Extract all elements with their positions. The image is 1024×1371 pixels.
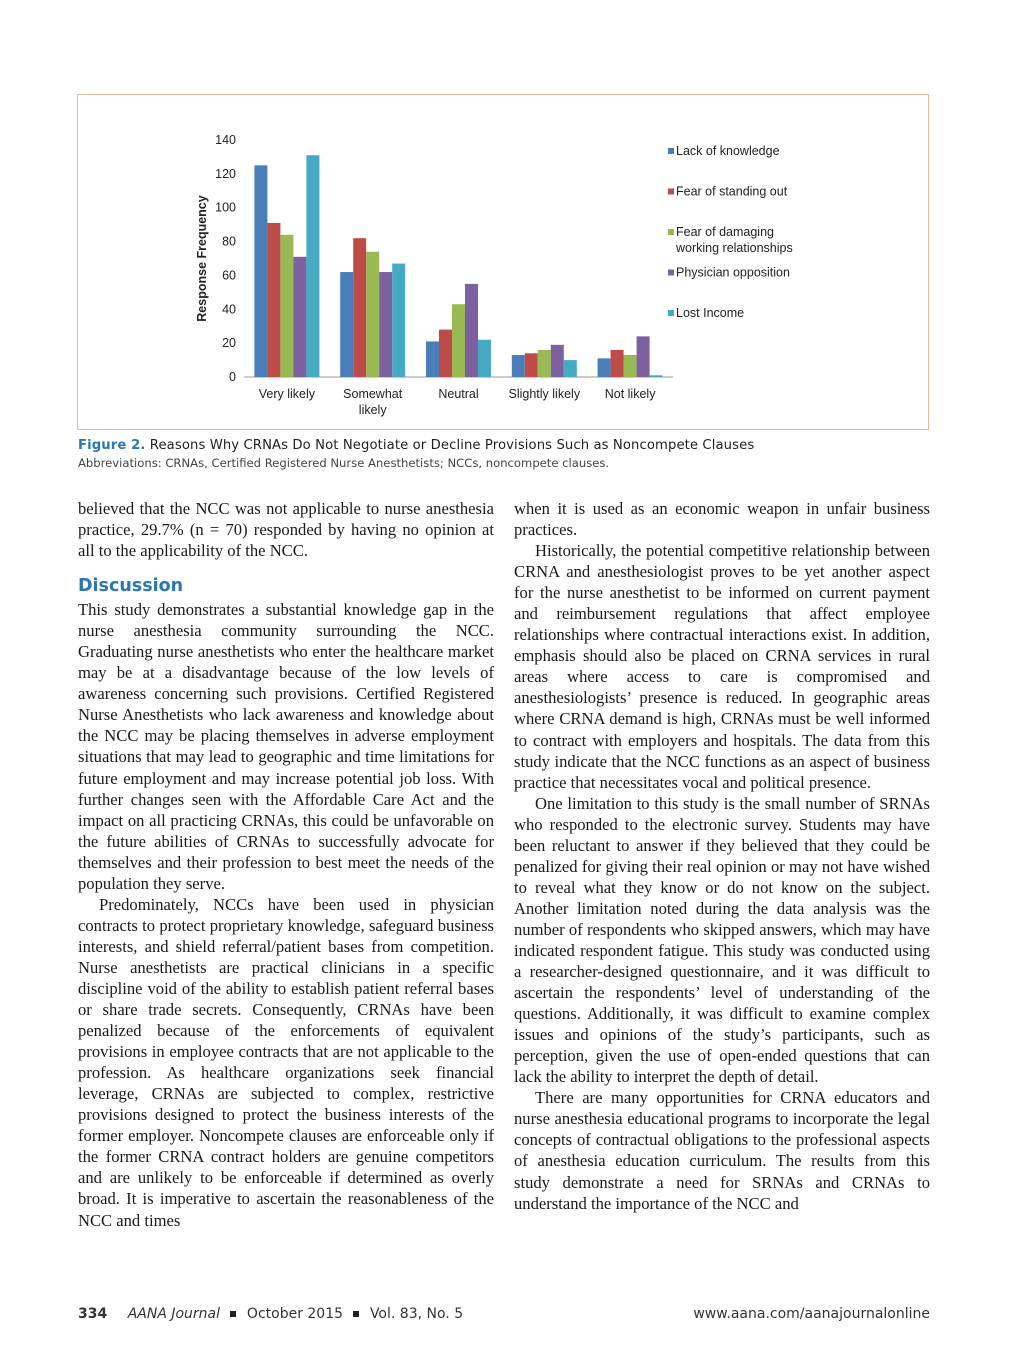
legend-label: Fear of damaging bbox=[676, 225, 774, 239]
bar bbox=[379, 272, 392, 377]
section-heading-discussion: Discussion bbox=[78, 576, 184, 597]
bar bbox=[306, 155, 319, 377]
bar bbox=[611, 350, 624, 377]
bar bbox=[254, 165, 267, 377]
left-column bbox=[78, 498, 494, 1231]
x-tick-label: Not likely bbox=[604, 387, 656, 401]
figure-title-line bbox=[78, 438, 938, 453]
bar bbox=[340, 272, 353, 377]
separator-square bbox=[353, 1311, 359, 1317]
paragraph: when it is used as an economic weapon in unfair business practices. bbox=[514, 499, 930, 540]
bar bbox=[267, 223, 280, 377]
volume-number: Vol. 83, No. 5 bbox=[369, 1306, 464, 1322]
bar bbox=[353, 238, 366, 377]
x-tick-label: Very likely bbox=[258, 387, 316, 401]
paragraph: One limitation to this study is the small number of SRNAs who responded to the electronic survey. Students may have been reluctant to answer if they believed that they could be penalized for giving their real opinion or may not have wished to reveal what they know or do not know on the subject. Another limitation noted during the data analysis was the number of respondents who skipped answers, which may have indicated respondent fatigue. This study was conducted using a researcher-designed questionnaire, and it was difficult to ascertain the respondents’ level of understanding of the questions. Additionally, it was difficult to examine complex issues and opinions of the study’s participants, such as perception, given the use of open-ended questions that can lack the ability to interpret the depth of detail. bbox=[514, 793, 930, 1087]
journal-url: www.aana.com/aanajournalonline bbox=[693, 1306, 930, 1322]
figure-title: Reasons Why CRNAs Do Not Negotiate or Decline Provisions Such as Noncompete Clauses bbox=[149, 438, 755, 453]
legend-label: Fear of standing out bbox=[676, 184, 788, 199]
legend-swatch bbox=[668, 189, 674, 195]
y-tick-label: 140 bbox=[215, 133, 236, 147]
y-tick-label: 120 bbox=[215, 166, 236, 181]
legend-label: working relationships bbox=[676, 241, 793, 255]
bar bbox=[478, 340, 491, 377]
x-tick-label: likely bbox=[358, 403, 387, 417]
bar bbox=[650, 375, 663, 377]
legend-label: Lack of knowledge bbox=[676, 144, 780, 158]
paragraph: believed that the NCC was not applicable to nurse anesthesia practice, 29.7% (n = 70) responded by having no opinion at all to the applicability of the NCC. bbox=[78, 499, 494, 561]
x-tick-label: Neutral bbox=[438, 387, 479, 401]
bar bbox=[564, 360, 577, 377]
figure-box bbox=[77, 94, 929, 430]
figure-caption bbox=[78, 438, 938, 470]
y-tick-label: 80 bbox=[222, 234, 236, 249]
figure-label: Figure 2. bbox=[78, 438, 146, 453]
bar bbox=[439, 330, 452, 377]
paragraph: There are many opportunities for CRNA educators and nurse anesthesia educational programs to incorporate the legal concepts of contractual obligations to the professional aspects of anesthesia education curriculum. The results from this study demonstrate a need for SRNAs and CRNAs to understand the importance of the NCC and bbox=[514, 1088, 930, 1213]
y-axis-label: Response Frequency bbox=[195, 195, 209, 322]
legend-label: Lost Income bbox=[676, 306, 745, 320]
legend-swatch bbox=[668, 229, 674, 235]
legend-swatch bbox=[668, 270, 674, 276]
y-tick-label: 60 bbox=[222, 268, 236, 283]
y-tick-label: 100 bbox=[215, 200, 236, 215]
bar bbox=[551, 345, 564, 377]
page-number: 334 bbox=[78, 1306, 108, 1322]
bar bbox=[392, 264, 405, 377]
y-tick-label: 40 bbox=[222, 302, 236, 317]
x-tick-label: Somewhat bbox=[343, 387, 403, 401]
legend-label: Physician opposition bbox=[676, 265, 790, 280]
y-tick-label: 0 bbox=[229, 370, 236, 384]
bar-chart bbox=[78, 95, 930, 431]
y-tick-label: 20 bbox=[222, 336, 236, 351]
bar bbox=[452, 304, 465, 377]
bar bbox=[280, 235, 293, 377]
legend-swatch bbox=[668, 310, 674, 316]
bar bbox=[598, 358, 611, 377]
paragraph: Predominately, NCCs have been used in physician contracts to protect proprietary knowledge, safeguard business interests, and shield referral/patient bases from competition. Nurse anesthetists are practical clinicians in a specific discipline void of the ability to establish patient referral bases or share trade secrets. Consequently, CRNAs have been penalized because of the enforcements of equivalent provisions in employee contracts that are not applicable to the profession. As healthcare organizations seek financial leverage, CRNAs are subjected to complex, restrictive provisions designed to protect the business interests of the former employer. Noncompete clauses are enforceable only if the former CRNA contract holders are genuine competitors and are unlikely to be enforceable if determined as overly broad. It is imperative to ascertain the reasonableness of the NCC and times bbox=[78, 894, 494, 1230]
bar bbox=[293, 257, 306, 377]
issue-date: October 2015 bbox=[246, 1306, 344, 1322]
legend-swatch bbox=[668, 148, 674, 154]
bar bbox=[426, 341, 439, 377]
x-tick-label: Slightly likely bbox=[508, 387, 581, 401]
right-column bbox=[514, 498, 930, 1214]
paragraph: Historically, the potential competitive relationship between CRNA and anesthesiologist proves to be yet another aspect for the nurse anesthetist to be informed on current payment and reimbursement regulations that affect employee relationships where contractual interactions exist. In addition, emphasis should also be placed on CRNA services in rural areas where access to care is compromised and anesthesiologists’ presence is reduced. In geographic areas where CRNA demand is high, CRNAs must be well informed to contract with employers and hospitals. The data from this study indicate that the NCC functions as an aspect of business practice that necessitates vocal and political presence. bbox=[514, 541, 930, 792]
journal-name: AANA Journal bbox=[127, 1306, 221, 1322]
bar bbox=[465, 284, 478, 377]
bar bbox=[624, 355, 637, 377]
bar bbox=[525, 353, 538, 377]
separator-square bbox=[230, 1311, 236, 1317]
bar bbox=[366, 252, 379, 377]
footer-citation bbox=[78, 1306, 463, 1322]
figure-abbreviations: Abbreviations: CRNAs, Certified Registered Nurse Anesthetists; NCCs, noncompete clauses. bbox=[78, 456, 610, 470]
bar bbox=[637, 336, 650, 377]
bar bbox=[538, 350, 551, 377]
paragraph: This study demonstrates a substantial knowledge gap in the nurse anesthesia community surrounding the NCC. Graduating nurse anesthetists who enter the healthcare market may be at a disadvantage because of the low levels of awareness concerning such provisions. Certified Registered Nurse Anesthetists who lack awareness and knowledge about the NCC may be placing themselves in adverse employment situations that may lead to geographic and time limitations for future employment and may increase potential job loss. With further changes seen with the Affordable Care Act and the impact on all practicing CRNAs, this could be unfavorable on the future abilities of CRNAs to successfully advocate for themselves and their profession to best meet the needs of the population they serve. bbox=[78, 600, 494, 893]
bar bbox=[512, 355, 525, 377]
